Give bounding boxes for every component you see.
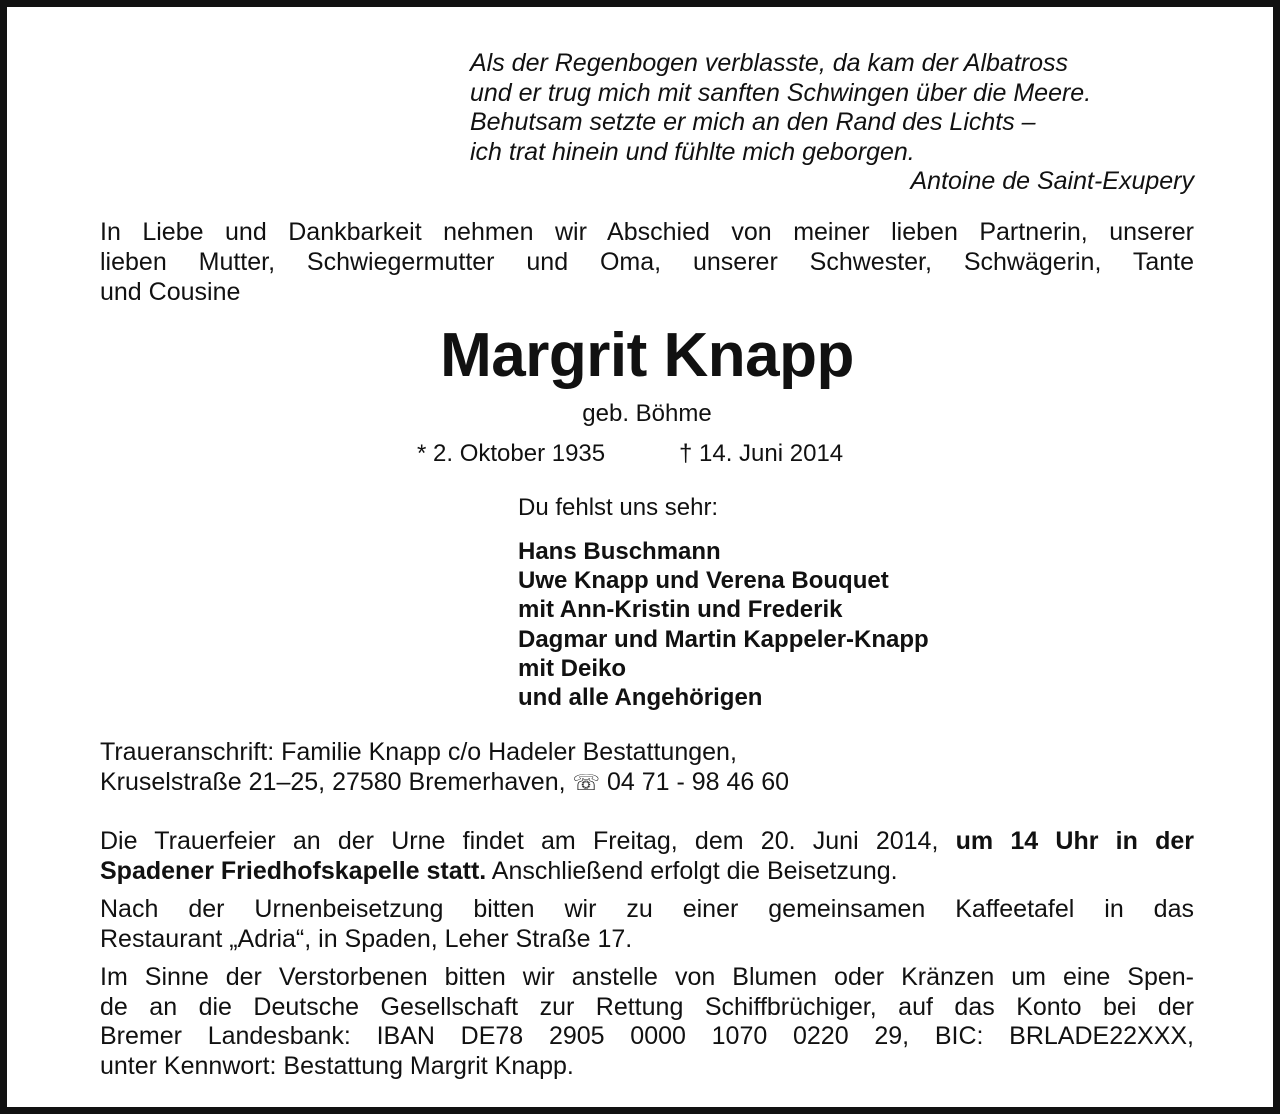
ceremony-location: Spadener Friedhofskapelle statt. xyxy=(100,857,487,885)
mourner-name: Hans Buschmann xyxy=(518,538,721,565)
coffee-info xyxy=(100,894,1194,954)
ceremony-info xyxy=(100,826,1194,886)
death-date: † 14. Juni 2014 xyxy=(679,440,844,467)
mourners-list xyxy=(518,537,929,712)
intro-line: lieben Mutter, Schwiegermutter und Oma, unserer Schwester, Schwägerin, Tante xyxy=(100,248,1194,276)
ceremony-text: Die Trauerfeier an der Urne findet am Freitag, dem 20. Juni 2014, xyxy=(100,827,956,855)
ceremony-time: um 14 Uhr in der xyxy=(955,827,1195,855)
donation-line: unter Kennwort: Bestattung Margrit Knapp. xyxy=(100,1051,574,1080)
donation-line: Bremer Landesbank: IBAN DE78 2905 0000 1070 0220 29, BIC: BRLADE22XXX, xyxy=(100,1022,1194,1050)
phone-icon: ☏ xyxy=(572,770,601,795)
poem-quote xyxy=(470,49,1194,197)
address-line: Traueranschrift: Familie Knapp c/o Hadeler Bestattungen, xyxy=(100,738,737,766)
birth-date: * 2. Oktober 1935 xyxy=(417,440,606,467)
poem-author: Antoine de Saint-Exupery xyxy=(910,167,1194,195)
coffee-line: Restaurant „Adria“, in Spaden, Leher Straße 17. xyxy=(100,925,633,953)
coffee-line: Nach der Urnenbeisetzung bitten wir zu einer gemeinsamen Kaffeetafel in das xyxy=(100,895,1194,923)
donation-line: Im Sinne der Verstorbenen bitten wir anstelle von Blumen oder Kränzen um eine Spen- xyxy=(100,963,1194,991)
address-street: Kruselstraße 21–25, 27580 Bremerhaven, xyxy=(100,768,573,796)
deceased-name: Margrit Knapp xyxy=(440,321,854,390)
donation-info xyxy=(100,963,1194,1081)
ceremony-line xyxy=(100,856,1194,886)
mourner-name: mit Ann-Kristin und Frederik xyxy=(518,596,843,624)
intro-text xyxy=(100,217,1194,307)
address-line xyxy=(100,767,1194,798)
donation-line: de an die Deutsche Gesellschaft zur Rettung Schiffbrüchiger, auf das Konto bei der xyxy=(100,992,1194,1021)
mourner-name: Uwe Knapp und Verena Bouquet xyxy=(518,567,889,595)
birth-name: geb. Böhme xyxy=(582,400,712,427)
mourners-heading: Du fehlst uns sehr: xyxy=(518,494,719,521)
life-dates xyxy=(417,439,897,469)
intro-line: und Cousine xyxy=(100,278,241,306)
intro-line: In Liebe und Dankbarkeit nehmen wir Abschied von meiner lieben Partnerin, unserer xyxy=(100,218,1194,246)
poem-line: Behutsam setzte er mich an den Rand des Lichts – xyxy=(470,108,1036,136)
phone-number: 04 71 - 98 46 60 xyxy=(606,768,790,796)
poem-line: und er trug mich mit sanften Schwingen über die Meere. xyxy=(470,78,1092,107)
mourner-name: Dagmar und Martin Kappeler-Knapp xyxy=(518,625,929,653)
mourner-name: mit Deiko xyxy=(518,654,627,682)
mourning-address xyxy=(100,737,1194,798)
ceremony-text: Anschließend erfolgt die Beisetzung. xyxy=(486,857,898,885)
mourner-name: und alle Angehörigen xyxy=(518,684,763,712)
poem-line: Als der Regenbogen verblasste, da kam der Albatross xyxy=(470,49,1069,77)
ceremony-line xyxy=(100,826,1194,856)
poem-line: ich trat hinein und fühlte mich geborgen. xyxy=(470,137,915,166)
